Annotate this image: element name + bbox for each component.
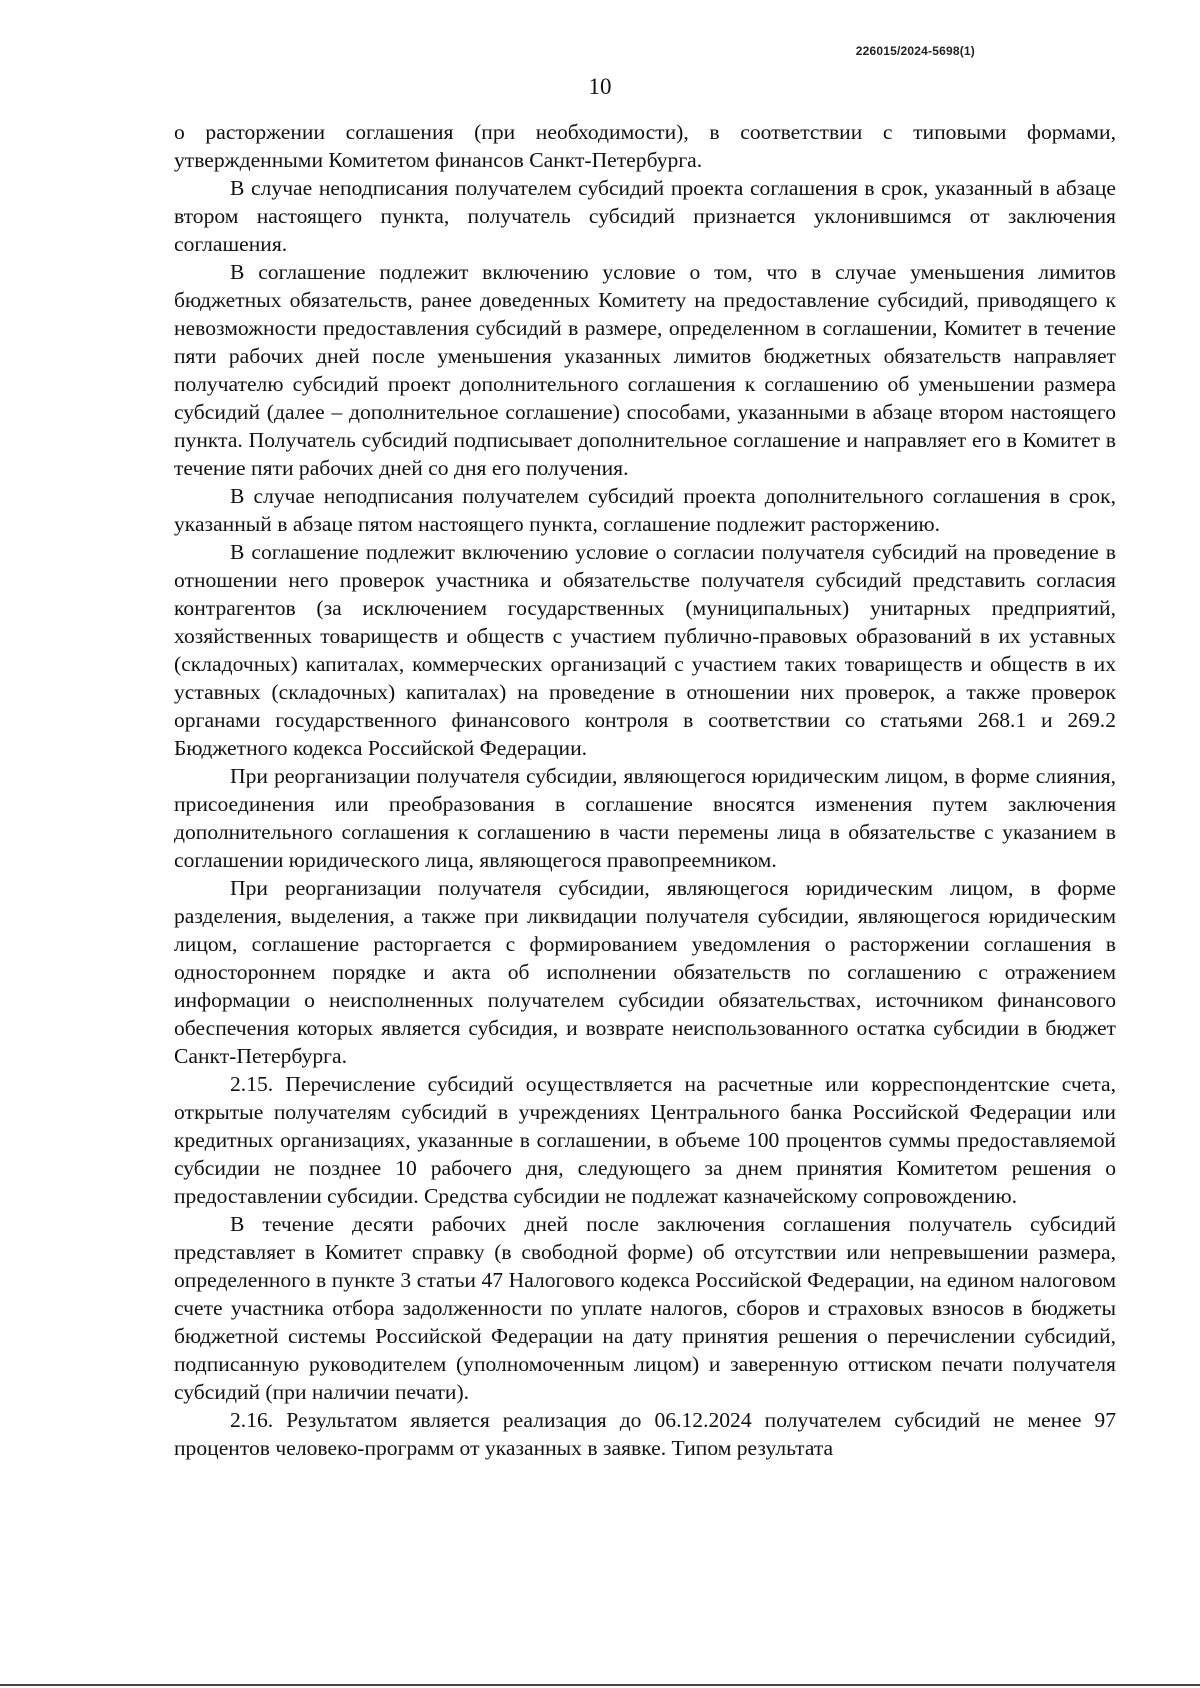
paragraph-clause-2-16: 2.16. Результатом является реализация до 06.12.2024 получателем субсидий не менее 97 процентов человеко-программ от указанных в заявке. Типом результата <box>174 1408 1116 1460</box>
paragraph: В случае неподписания получателем субсидий проекта дополнительного соглашения в срок, указанный в абзаце пятом настоящего пункта, соглашение подлежит расторжению. <box>174 484 1116 536</box>
paragraph: В соглашение подлежит включению условие о согласии получателя субсидий на проведение в отношении него проверок участника и обязательстве получателя субсидий представить согласия контрагентов (за исключением государственных (муниципальных) унитарных предприятий, хозяйственных товариществ и обществ с участием публично-правовых образований в их уставных (складочных) капиталах, коммерческих организаций с участием таких товариществ и обществ в их уставных (складочных) капиталах) на проведение в отношении них проверок, а также проверок органами государственного финансового контроля в соответствии со статьями 268.1 и 269.2 Бюджетного кодекса Российской Федерации. <box>174 540 1116 760</box>
paragraph: В течение десяти рабочих дней после заключения соглашения получатель субсидий представляет в Комитет справку (в свободной форме) об отсутствии или непревышении размера, определенного в пункте 3 статьи 47 Налогового кодекса Российской Федерации, на едином налоговом счете участника отбора задолженности по уплате налогов, сборов и страховых взносов в бюджеты бюджетной системы Российской Федерации на дату принятия решения о перечислении субсидий, подписанную руководителем (уполномоченным лицом) и заверенную оттиском печати получателя субсидий (при наличии печати). <box>174 1212 1116 1404</box>
page-number: 10 <box>588 74 612 99</box>
page-bottom-edge <box>0 1684 1200 1686</box>
paragraph: При реорганизации получателя субсидии, являющегося юридическим лицом, в форме разделения, выделения, а также при ликвидации получателя субсидии, являющегося юридическим лицом, соглашение расторгается с формированием уведомления о расторжении соглашения в одностороннем порядке и акта об исполнении обязательств по соглашению с отражением информации о неисполненных получателем субсидии обязательствах, источником финансового обеспечения которых является субсидия, и возврате неиспользованного остатка субсидии в бюджет Санкт-Петербурга. <box>174 876 1116 1068</box>
document-registration-number: 226015/2024-5698(1) <box>855 44 975 58</box>
paragraph: В случае неподписания получателем субсидий проекта соглашения в срок, указанный в абзаце втором настоящего пункта, получатель субсидий признается уклонившимся от заключения соглашения. <box>174 176 1116 256</box>
paragraph: В соглашение подлежит включению условие о том, что в случае уменьшения лимитов бюджетных обязательств, ранее доведенных Комитету на предоставление субсидий, приводящего к невозможности предоставления субсидий в размере, определенном в соглашении, Комитет в течение пяти рабочих дней после уменьшения указанных лимитов бюджетных обязательств направляет получателю субсидий проект дополнительного соглашения к соглашению об уменьшении размера субсидий (далее – дополнительное соглашение) способами, указанными в абзаце втором настоящего пункта. Получатель субсидий подписывает дополнительное соглашение и направляет его в Комитет в течение пяти рабочих дней со дня его получения. <box>174 260 1116 480</box>
paragraph-continuation: о расторжении соглашения (при необходимости), в соответствии с типовыми формами, утвержденными Комитетом финансов Санкт-Петербурга. <box>174 120 1116 172</box>
paragraph-clause-2-15: 2.15. Перечисление субсидий осуществляется на расчетные или корреспондентские счета, открытые получателям субсидий в учреждениях Центрального банка Российской Федерации или кредитных организациях, указанные в соглашении, в объеме 100 процентов суммы предоставляемой субсидии не позднее 10 рабочего дня, следующего за днем принятия Комитетом решения о предоставлении субсидии. Средства субсидии не подлежат казначейскому сопровождению. <box>174 1072 1116 1208</box>
document-body <box>174 118 1116 1462</box>
paragraph: При реорганизации получателя субсидии, являющегося юридическим лицом, в форме слияния, присоединения или преобразования в соглашение вносятся изменения путем заключения дополнительного соглашения к соглашению в части перемены лица в обязательстве с указанием в соглашении юридического лица, являющегося правопреемником. <box>174 764 1116 872</box>
